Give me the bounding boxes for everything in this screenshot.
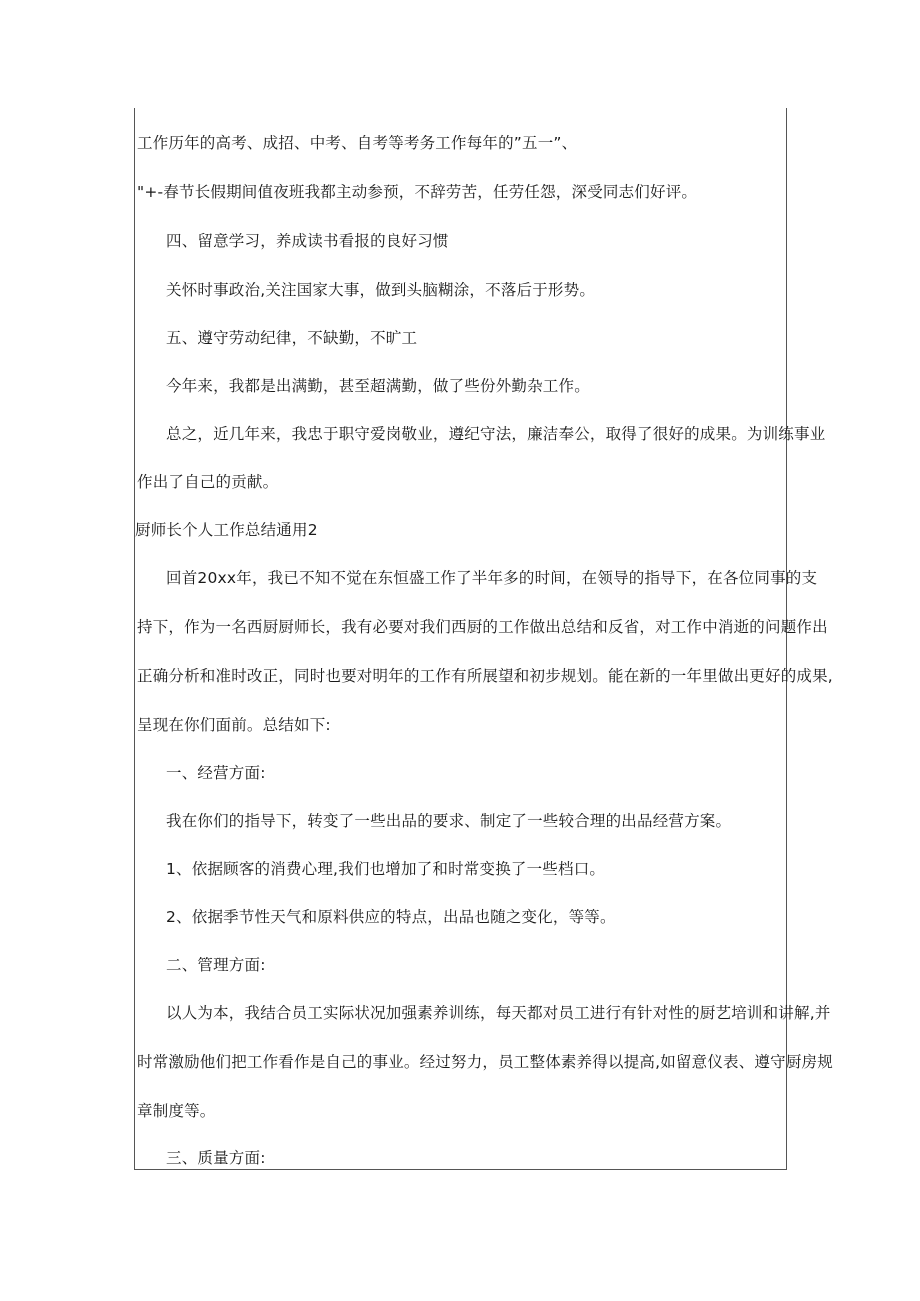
text-line: "+-春节长假期间值夜班我都主动参预，不辞劳苦，任劳任怨，深受同志们好评。: [137, 183, 698, 201]
document-title: 厨师长个人工作总结通用2: [135, 521, 318, 539]
paragraph: 关怀时事政治,关注国家大事，做到头脑糊涂，不落后于形势。: [166, 281, 596, 299]
text-line: 工作历年的高考、成招、中考、自考等考务工作每年的”五一”、: [137, 134, 578, 152]
paragraph: 持下，作为一名西厨厨师长，我有必要对我们西厨的工作做出总结和反省，对工作中消逝的问题作出: [137, 618, 828, 636]
paragraph: 时常激励他们把工作看作是自己的事业。经过努力，员工整体素养得以提高,如留意仪表、遵守厨房规: [137, 1053, 833, 1071]
paragraph: 呈现在你们面前。总结如下:: [137, 716, 331, 734]
paragraph: 今年来，我都是出满勤，甚至超满勤，做了些份外勤杂工作。: [166, 377, 590, 395]
section-heading: 四、留意学习，养成读书看报的良好习惯: [166, 232, 449, 250]
section-heading: 二、管理方面:: [166, 956, 266, 974]
paragraph: 以人为本，我结合员工实际状况加强素养训练，每天都对员工进行有针对性的厨艺培训和讲解,并: [166, 1004, 831, 1022]
section-heading: 一、经营方面:: [166, 764, 266, 782]
list-item: 2、依据季节性天气和原料供应的特点，出品也随之变化，等等。: [166, 908, 616, 926]
paragraph: 作出了自己的贡献。: [137, 473, 279, 491]
paragraph: 总之，近几年来，我忠于职守爱岗敬业，遵纪守法，廉洁奉公，取得了很好的成果。为训练事业: [166, 425, 826, 443]
paragraph: 章制度等。: [137, 1102, 216, 1120]
section-heading: 五、遵守劳动纪律，不缺勤，不旷工: [166, 329, 418, 347]
section-heading: 三、质量方面:: [166, 1149, 266, 1167]
list-item: 1、依据顾客的消费心理,我们也增加了和时常变换了一些档口。: [166, 860, 606, 878]
paragraph: 正确分析和准时改正，同时也要对明年的工作有所展望和初步规划。能在新的一年里做出更好的成果,: [137, 667, 833, 685]
paragraph: 我在你们的指导下，转变了一些出品的要求、制定了一些较合理的出品经营方案。: [166, 812, 732, 830]
paragraph: 回首20xx年，我已不知不觉在东恒盛工作了半年多的时间，在领导的指导下，在各位同事的支: [166, 569, 818, 587]
